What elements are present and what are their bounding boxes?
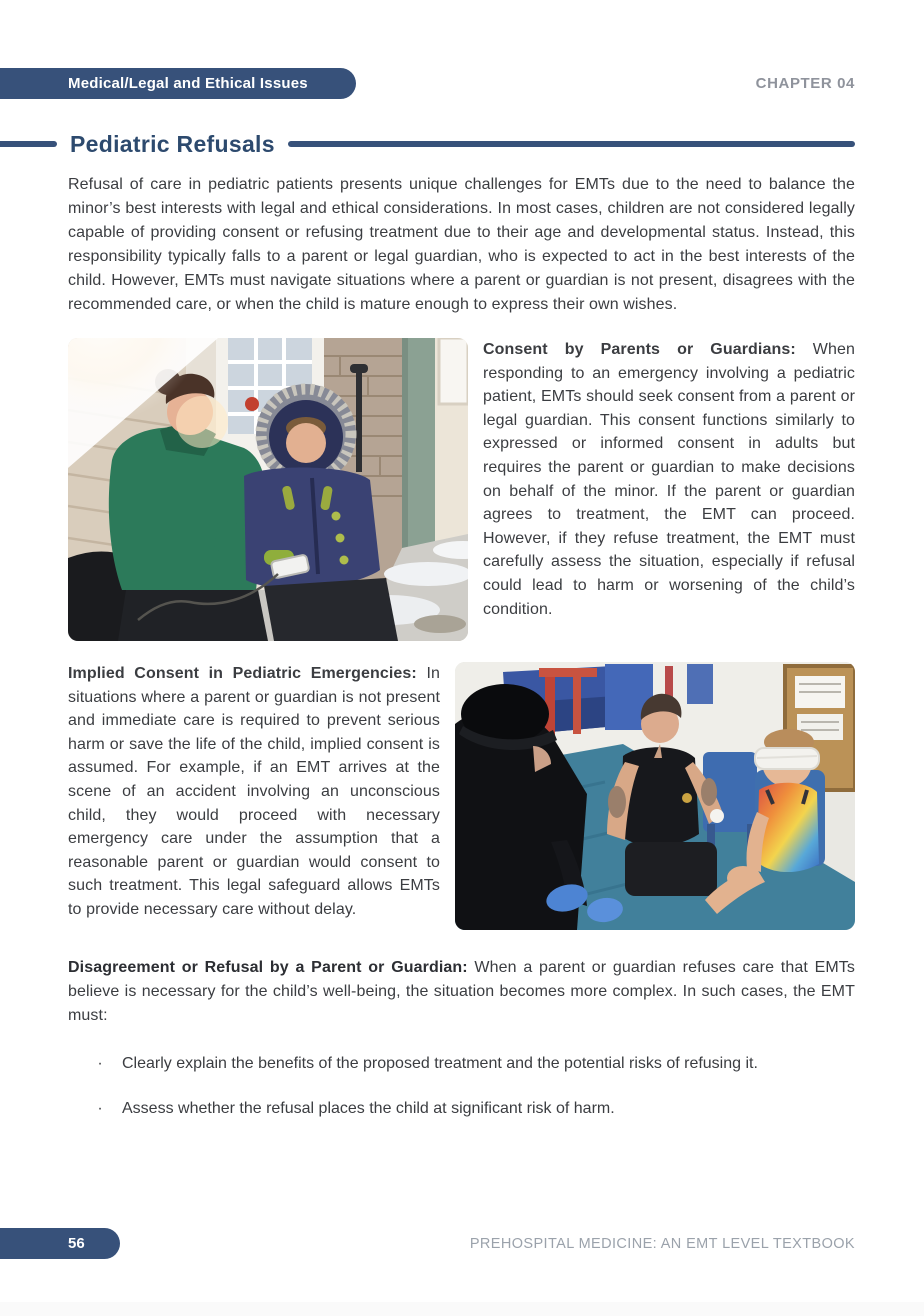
photo-emt-child-winter	[68, 338, 468, 641]
list-item	[68, 1097, 855, 1121]
implied-consent-row	[68, 662, 855, 930]
bullet-dot-icon: ·	[97, 1055, 103, 1072]
book-title: PREHOSPITAL MEDICINE: AN EMT LEVEL TEXTBOOK	[469, 1236, 855, 1252]
consent-heading: Consent by Parents or Guardians:	[483, 341, 796, 358]
intro-paragraph: Refusal of care in pediatric patients presents unique challenges for EMTs due to the need to balance the minor’s best interests with legal and ethical considerations. In most cases, children are not considered legally capable of providing consent or refusing treatment due to their age and developmental status. Instead, this responsibility typically falls to a parent or legal guardian, who is expected to act in the best interests of the child. However, EMTs must navigate situations where a parent or guardian is not present, disagrees with the recommended care, or when the child is mature enough to express their own wishes.	[68, 176, 855, 313]
photo-emt-child-winter-illustration	[68, 338, 468, 641]
disagreement-paragraph	[68, 956, 855, 1028]
title-left-rule	[0, 141, 57, 147]
implied-consent-heading: Implied Consent in Pediatric Emergencies:	[68, 665, 417, 682]
bullet-text: Clearly explain the benefits of the proposed treatment and the potential risks of refusing it.	[122, 1055, 758, 1072]
consent-body: When responding to an emergency involving a pediatric patient, EMTs should seek consent from a parent or legal guardian. This consent functions similarly to expressed or informed consent in adults but requires the parent or guardian to make decisions on behalf of the minor. If the parent or guardian agrees to treatment, the EMT can proceed. However, if they refuse treatment, the EMT must carefully assess the situation, especially if refusal could lead to harm or worsening of the child’s condition.	[483, 341, 855, 618]
photo-emt-gymnast	[455, 662, 855, 930]
page-number-banner	[0, 1228, 120, 1259]
section-banner-label: Medical/Legal and Ethical Issues	[68, 75, 308, 92]
page-title: Pediatric Refusals	[70, 130, 275, 157]
page-number: 56	[68, 1235, 85, 1252]
disagreement-heading: Disagreement or Refusal by a Parent or Guardian:	[68, 959, 468, 976]
title-row	[0, 130, 855, 158]
disagreement-body: When a parent or guardian refuses care that EMTs believe is necessary for the child’s well-being, the situation becomes more complex. In such cases, the EMT must:	[68, 959, 855, 1024]
photo-emt-gymnast-illustration	[455, 662, 855, 930]
title-right-rule	[288, 141, 855, 147]
implied-consent-text	[68, 662, 440, 922]
bullet-text: Assess whether the refusal places the child at significant risk of harm.	[122, 1100, 615, 1117]
chapter-label: CHAPTER 04	[755, 75, 855, 92]
page-bottom-edge	[0, 1302, 924, 1316]
implied-consent-body: In situations where a parent or guardian is not present and immediate care is required to prevent serious harm or save the life of the child, implied consent is assumed. For example, if an EMT arrives at the scene of an accident involving an unconscious child, they would proceed with necessary emergency care under the assumption that a reasonable parent or guardian would consent to such treatment. This legal safeguard allows EMTs to provide necessary care without delay.	[68, 665, 440, 918]
section-banner	[0, 68, 356, 99]
bullet-dot-icon: ·	[97, 1100, 103, 1117]
page-content	[68, 173, 855, 1142]
consent-section-text	[483, 338, 855, 621]
consent-section-row	[68, 338, 855, 641]
list-item	[68, 1052, 855, 1076]
emt-must-bullet-list	[68, 1052, 855, 1121]
